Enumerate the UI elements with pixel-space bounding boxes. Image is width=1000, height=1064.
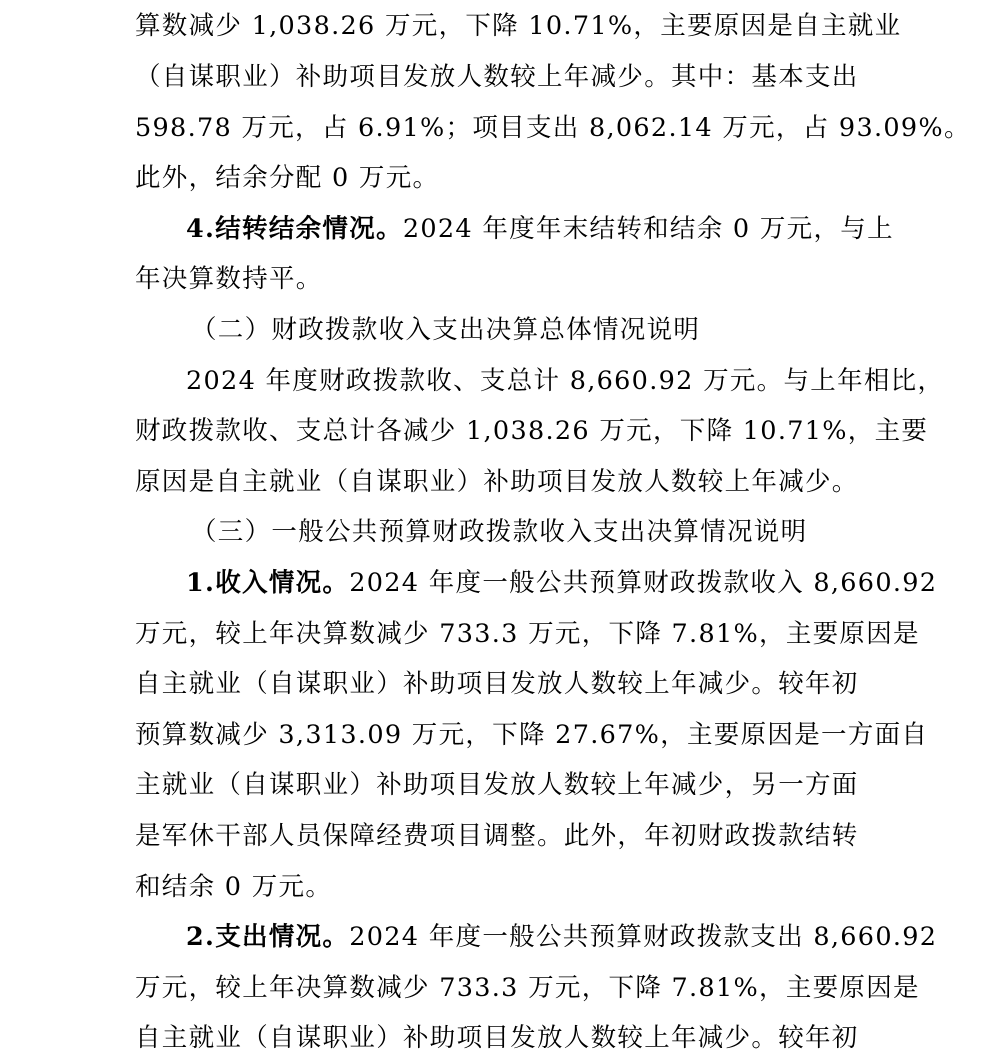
body-line: 自主就业（自谋职业）补助项目发放人数较上年减少。较年初 xyxy=(135,1023,859,1054)
income-paragraph xyxy=(135,558,938,609)
document-page xyxy=(135,0,971,1064)
income-text: 2024 年度一般公共预算财政拨款收入 8,660.92 xyxy=(349,567,938,598)
section-heading-3: （三）一般公共预算财政拨款收入支出决算情况说明 xyxy=(191,517,808,548)
body-line: 是军休干部人员保障经费项目调整。此外，年初财政拨款结转 xyxy=(135,820,859,851)
body-line: 年决算数持平。 xyxy=(135,264,323,295)
section-carryover-text: 2024 年度年末结转和结余 0 万元，与上 xyxy=(402,213,894,244)
body-line: 原因是自主就业（自谋职业）补助项目发放人数较上年减少。 xyxy=(135,466,859,497)
body-line: 万元，较上年决算数减少 733.3 万元，下降 7.81%，主要原因是 xyxy=(135,972,920,1003)
section-carryover-lead: 4.结转结余情况。 xyxy=(186,213,403,244)
section-heading-2: （二）财政拨款收入支出决算总体情况说明 xyxy=(191,314,701,345)
body-line: 和结余 0 万元。 xyxy=(135,871,333,902)
body-line: 自主就业（自谋职业）补助项目发放人数较上年减少。较年初 xyxy=(135,669,859,700)
expense-lead: 2.支出情况。 xyxy=(186,922,350,953)
body-line: 主就业（自谋职业）补助项目发放人数较上年减少，另一方面 xyxy=(135,770,859,801)
body-line: 财政拨款收、支总计各减少 1,038.26 万元，下降 10.71%，主要 xyxy=(135,416,929,447)
body-line: 预算数减少 3,313.09 万元，下降 27.67%，主要原因是一方面自 xyxy=(135,719,929,750)
body-line: 算数减少 1,038.26 万元，下降 10.71%，主要原因是自主就业 xyxy=(135,11,902,41)
body-line: 2024 年度财政拨款收、支总计 8,660.92 万元。与上年相比， xyxy=(186,365,945,396)
body-line: 万元，较上年决算数减少 733.3 万元，下降 7.81%，主要原因是 xyxy=(135,618,920,649)
income-lead: 1.收入情况。 xyxy=(186,567,350,598)
body-line: （自谋职业）补助项目发放人数较上年减少。其中：基本支出 xyxy=(135,62,859,92)
body-line: 此外，结余分配 0 万元。 xyxy=(135,163,440,194)
expense-text: 2024 年度一般公共预算财政拨款支出 8,660.92 xyxy=(349,922,938,953)
section-carryover-paragraph xyxy=(135,204,894,255)
expense-paragraph xyxy=(135,912,938,963)
body-line: 598.78 万元，占 6.91%；项目支出 8,062.14 万元，占 93.09%。 xyxy=(135,112,971,143)
